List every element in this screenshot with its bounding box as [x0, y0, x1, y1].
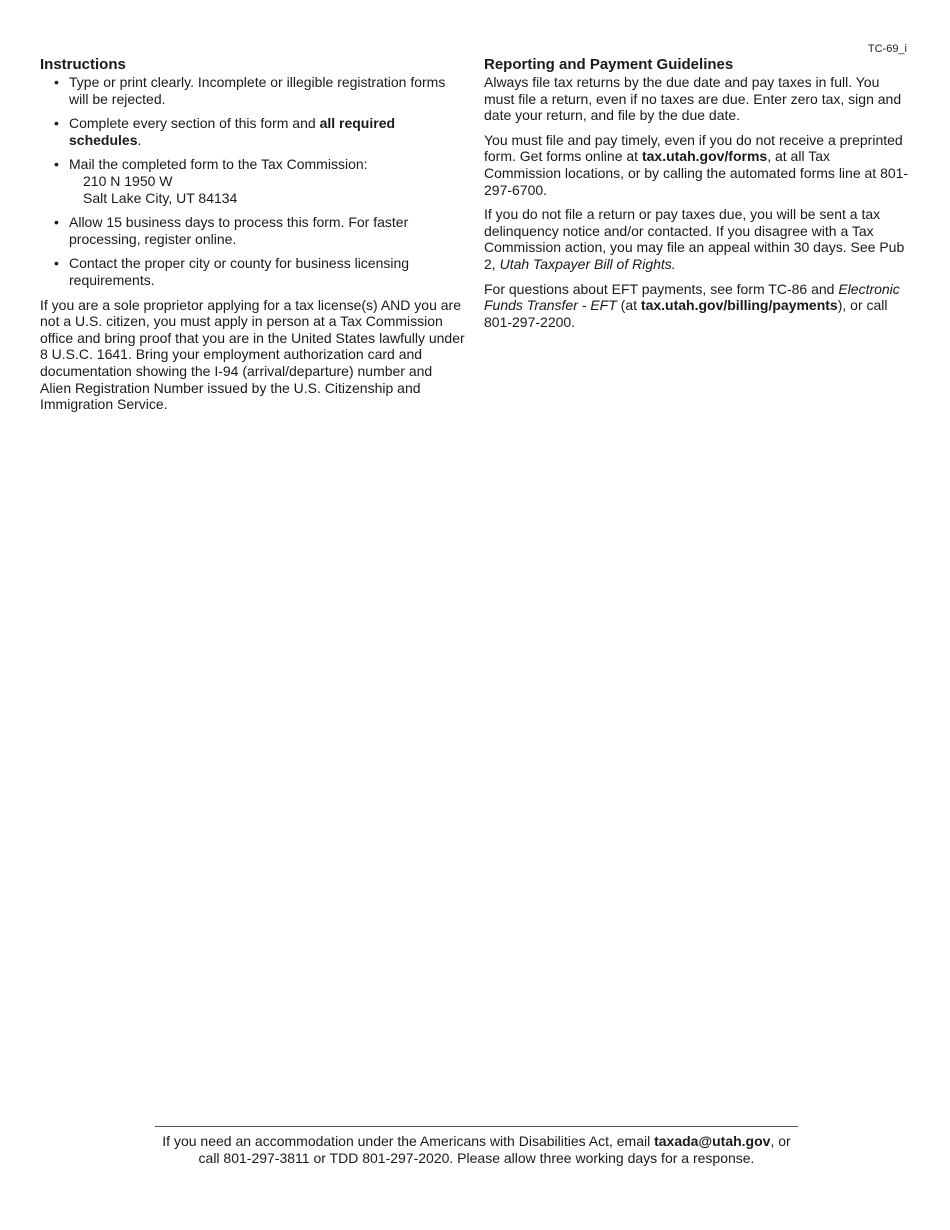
list-item	[40, 156, 465, 206]
instruction-text: .	[137, 131, 142, 148]
bullet-icon: •	[54, 115, 59, 132]
paragraph-text: (at	[616, 297, 641, 314]
bullet-icon: •	[54, 214, 59, 231]
paragraph-text: You must file and pay timely, even if you do not receive a preprinted form. Get forms online at	[484, 131, 903, 165]
forms-link[interactable]: tax.utah.gov/forms	[641, 148, 768, 165]
bullet-icon: •	[54, 156, 59, 173]
payments-link[interactable]: tax.utah.gov/billing/payments	[640, 297, 838, 314]
list-item	[40, 74, 465, 107]
instructions-column	[40, 56, 465, 421]
guidelines-paragraph	[484, 206, 909, 272]
paragraph-text: If you do not file a return or pay taxes due, you will be sent a tax delinquency notice and/or contacted. If you disagree with a Tax Commission action, you may file an appeal within 30 days. See Pub 2,	[484, 206, 905, 272]
footer-line: call 801-297-3811 or TDD 801-297-2020. Please allow three working days for a response.	[198, 1150, 755, 1166]
form-id: TC-69_i	[867, 43, 907, 55]
eft-title: Electronic Funds Transfer - EFT	[484, 280, 900, 314]
paragraph-text: For questions about EFT payments, see form TC-86 and	[484, 280, 839, 297]
address-line: Salt Lake City, UT 84134	[83, 189, 238, 206]
guidelines-column	[484, 56, 909, 338]
guidelines-paragraph	[484, 132, 909, 198]
list-item	[40, 255, 465, 288]
footer-text: , or	[770, 1133, 791, 1149]
bullet-icon: •	[54, 255, 59, 272]
list-item	[40, 115, 465, 148]
footer-text: If you need an accommodation under the Americans with Disabilities Act, email	[162, 1133, 655, 1149]
paragraph-text: , at all Tax Commission locations, or by calling the automated forms line at 801-297-6700.	[484, 148, 909, 198]
instruction-text: Complete every section of this form and	[69, 115, 320, 132]
instructions-list	[40, 74, 465, 289]
sole-proprietor-paragraph: If you are a sole proprietor applying for a tax license(s) AND you are not a U.S. citizen, you must apply in person at a Tax Commission office and bring proof that you are in the United States lawfully under 8 U.S.C. 1641. Bring your employment authorization card and documentation showing the I-94 (arrival/departure) number and Alien Registration Number issued by the U.S. Citizenship and Immigration Service.	[40, 296, 465, 413]
instruction-emphasis: all required schedules	[69, 115, 396, 148]
instruction-text: Type or print clearly. Incomplete or illegible registration forms will be rejected.	[69, 74, 446, 107]
bullet-icon: •	[54, 74, 59, 90]
footer-line	[155, 1133, 798, 1150]
instruction-text: Allow 15 business days to process this form. For faster processing, register online.	[69, 214, 409, 247]
guidelines-paragraph: Always file tax returns by the due date and pay taxes in full. You must file a return, even if no taxes are due. Enter zero tax, sign and date your return, and file by the due date.	[484, 74, 902, 124]
instruction-text: Mail the completed form to the Tax Commission:	[69, 156, 368, 173]
instruction-text: Contact the proper city or county for business licensing requirements.	[69, 255, 410, 288]
ada-footer	[155, 1126, 798, 1167]
paragraph-text: ), or call 801-297-2200.	[484, 297, 888, 330]
email-link[interactable]: taxada@utah.gov	[654, 1133, 771, 1149]
guidelines-paragraph	[484, 281, 909, 331]
guidelines-heading: Reporting and Payment Guidelines	[484, 56, 734, 73]
list-item	[40, 214, 465, 247]
address-line: 210 N 1950 W	[83, 172, 173, 189]
publication-title: Utah Taxpayer Bill of Rights.	[499, 255, 676, 272]
instructions-heading: Instructions	[40, 56, 126, 73]
